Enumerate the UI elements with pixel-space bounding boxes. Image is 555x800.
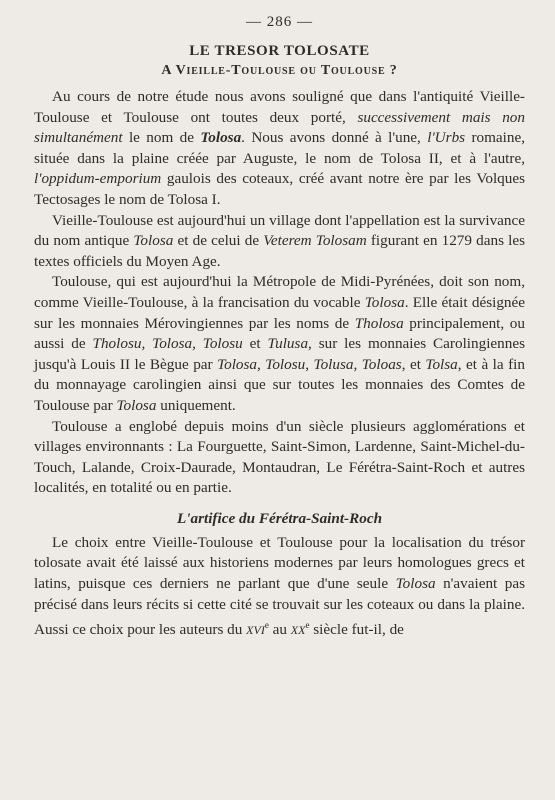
text-run: Toulouse a englobé depuis moins d'un siècle plusieurs agglomérations et villages environnants : La Fourguette, Saint-Simon, Lardenne, Saint-Michel-du-Touch, Lalande, Croix-Daurade, Montaudran, Le Férétra-Saint-Roch et autres localités, en totalité ou en partie. (34, 417, 525, 497)
text-run: Veterem Tolosam (263, 232, 367, 250)
text-run: Tolsa (425, 355, 458, 373)
text-run: siècle fut-il, de (309, 621, 404, 639)
paragraph-4 (34, 417, 525, 499)
text-run: Toulouse, qui est aujourd'hui la Métropole de Midi-Pyrénées, doit son nom, comme Vieille-Toulouse, à la francisation du vocable (34, 273, 525, 311)
page-number: — 286 — (246, 14, 313, 30)
text-run: n'avaient pas précisé dans leurs récits si cette cité se trouvait sur les coteaux ou dans la plaine. Aussi ce choix pour les auteurs du (34, 575, 525, 639)
paragraph-2 (34, 211, 525, 273)
text-run: Tolosa (395, 575, 436, 593)
chapter-subtitle: A Vieille-Toulouse ou Toulouse ? (161, 63, 398, 78)
body-text-section-2 (34, 533, 525, 641)
text-run: Vieille-Toulouse est aujourd'hui un village dont l'appellation est la survivance du nom antique (34, 211, 525, 250)
chapter-title: LE TRESOR TOLOSATE (189, 43, 370, 59)
text-run: Tulusa (267, 335, 309, 353)
text-run: , et (401, 355, 426, 373)
text-run: au (268, 621, 291, 639)
text-run: XX (290, 623, 306, 638)
text-run: Tholosa (354, 314, 404, 332)
text-run: e (264, 620, 269, 631)
section-heading: L'artifice du Férétra-Saint-Roch (176, 509, 383, 527)
text-run: Tholosu, Tolosa, Tolosu (92, 335, 243, 353)
text-run: successivement mais non simultanément (34, 108, 525, 147)
text-run: XVI (246, 623, 265, 638)
text-run: e (305, 620, 310, 631)
text-run: le nom de (122, 129, 201, 147)
text-run: Tolosa (116, 396, 157, 414)
paragraph-1 (34, 87, 525, 211)
text-run: . Elle était désignée sur les monnaies Mérovingiennes par les noms de (34, 293, 525, 332)
text-run: figurant en 1279 dans les textes officiels du Moyen Age. (34, 232, 526, 270)
text-run: romaine, située dans la plaine créée par Auguste, le nom de Tolosa II, et à l'autre, (34, 129, 526, 167)
text-run: uniquement. (156, 396, 236, 414)
body-text-section-1 (34, 87, 525, 499)
paragraph-3 (34, 272, 525, 416)
text-run: Le choix entre Vieille-Toulouse et Toulouse pour la localisation du trésor tolosate avait été laissé aux historiens modernes par leurs homologues grecs et latins, puisque ces derniers ne parlant que d'une seule (34, 533, 525, 593)
text-run: Tolosa (364, 293, 405, 311)
paragraph-5 (34, 533, 525, 641)
text-run: Au cours de notre étude nous avons souligné que dans l'antiquité Vieille-Toulouse et Toulouse ont toutes deux porté, (34, 88, 525, 126)
text-run: et de celui de (173, 232, 264, 250)
text-run: l'oppidum-emporium (34, 170, 162, 188)
text-run: Tolosa (200, 129, 242, 147)
text-run: principalement, ou aussi de (34, 314, 525, 353)
text-run: . Nous avons donné à l'une, (241, 129, 428, 147)
text-run: gaulois des coteaux, créé avant notre ère par les Volques Tectosages le nom de Tolosa I. (34, 170, 525, 208)
text-run: Tolosa (133, 232, 174, 250)
text-run: l'Urbs (427, 129, 466, 147)
text-run: Tolosa, Tolosu, Tolusa, Toloas (217, 355, 402, 373)
text-run: et (242, 335, 268, 353)
text-run: , et à la fin du monnayage carolingien ainsi que sur toutes les monnaies des Comtes de Toulouse par (34, 355, 525, 414)
text-run: , sur les monnaies Carolingiennes jusqu'à Louis II le Bègue par (34, 335, 525, 373)
